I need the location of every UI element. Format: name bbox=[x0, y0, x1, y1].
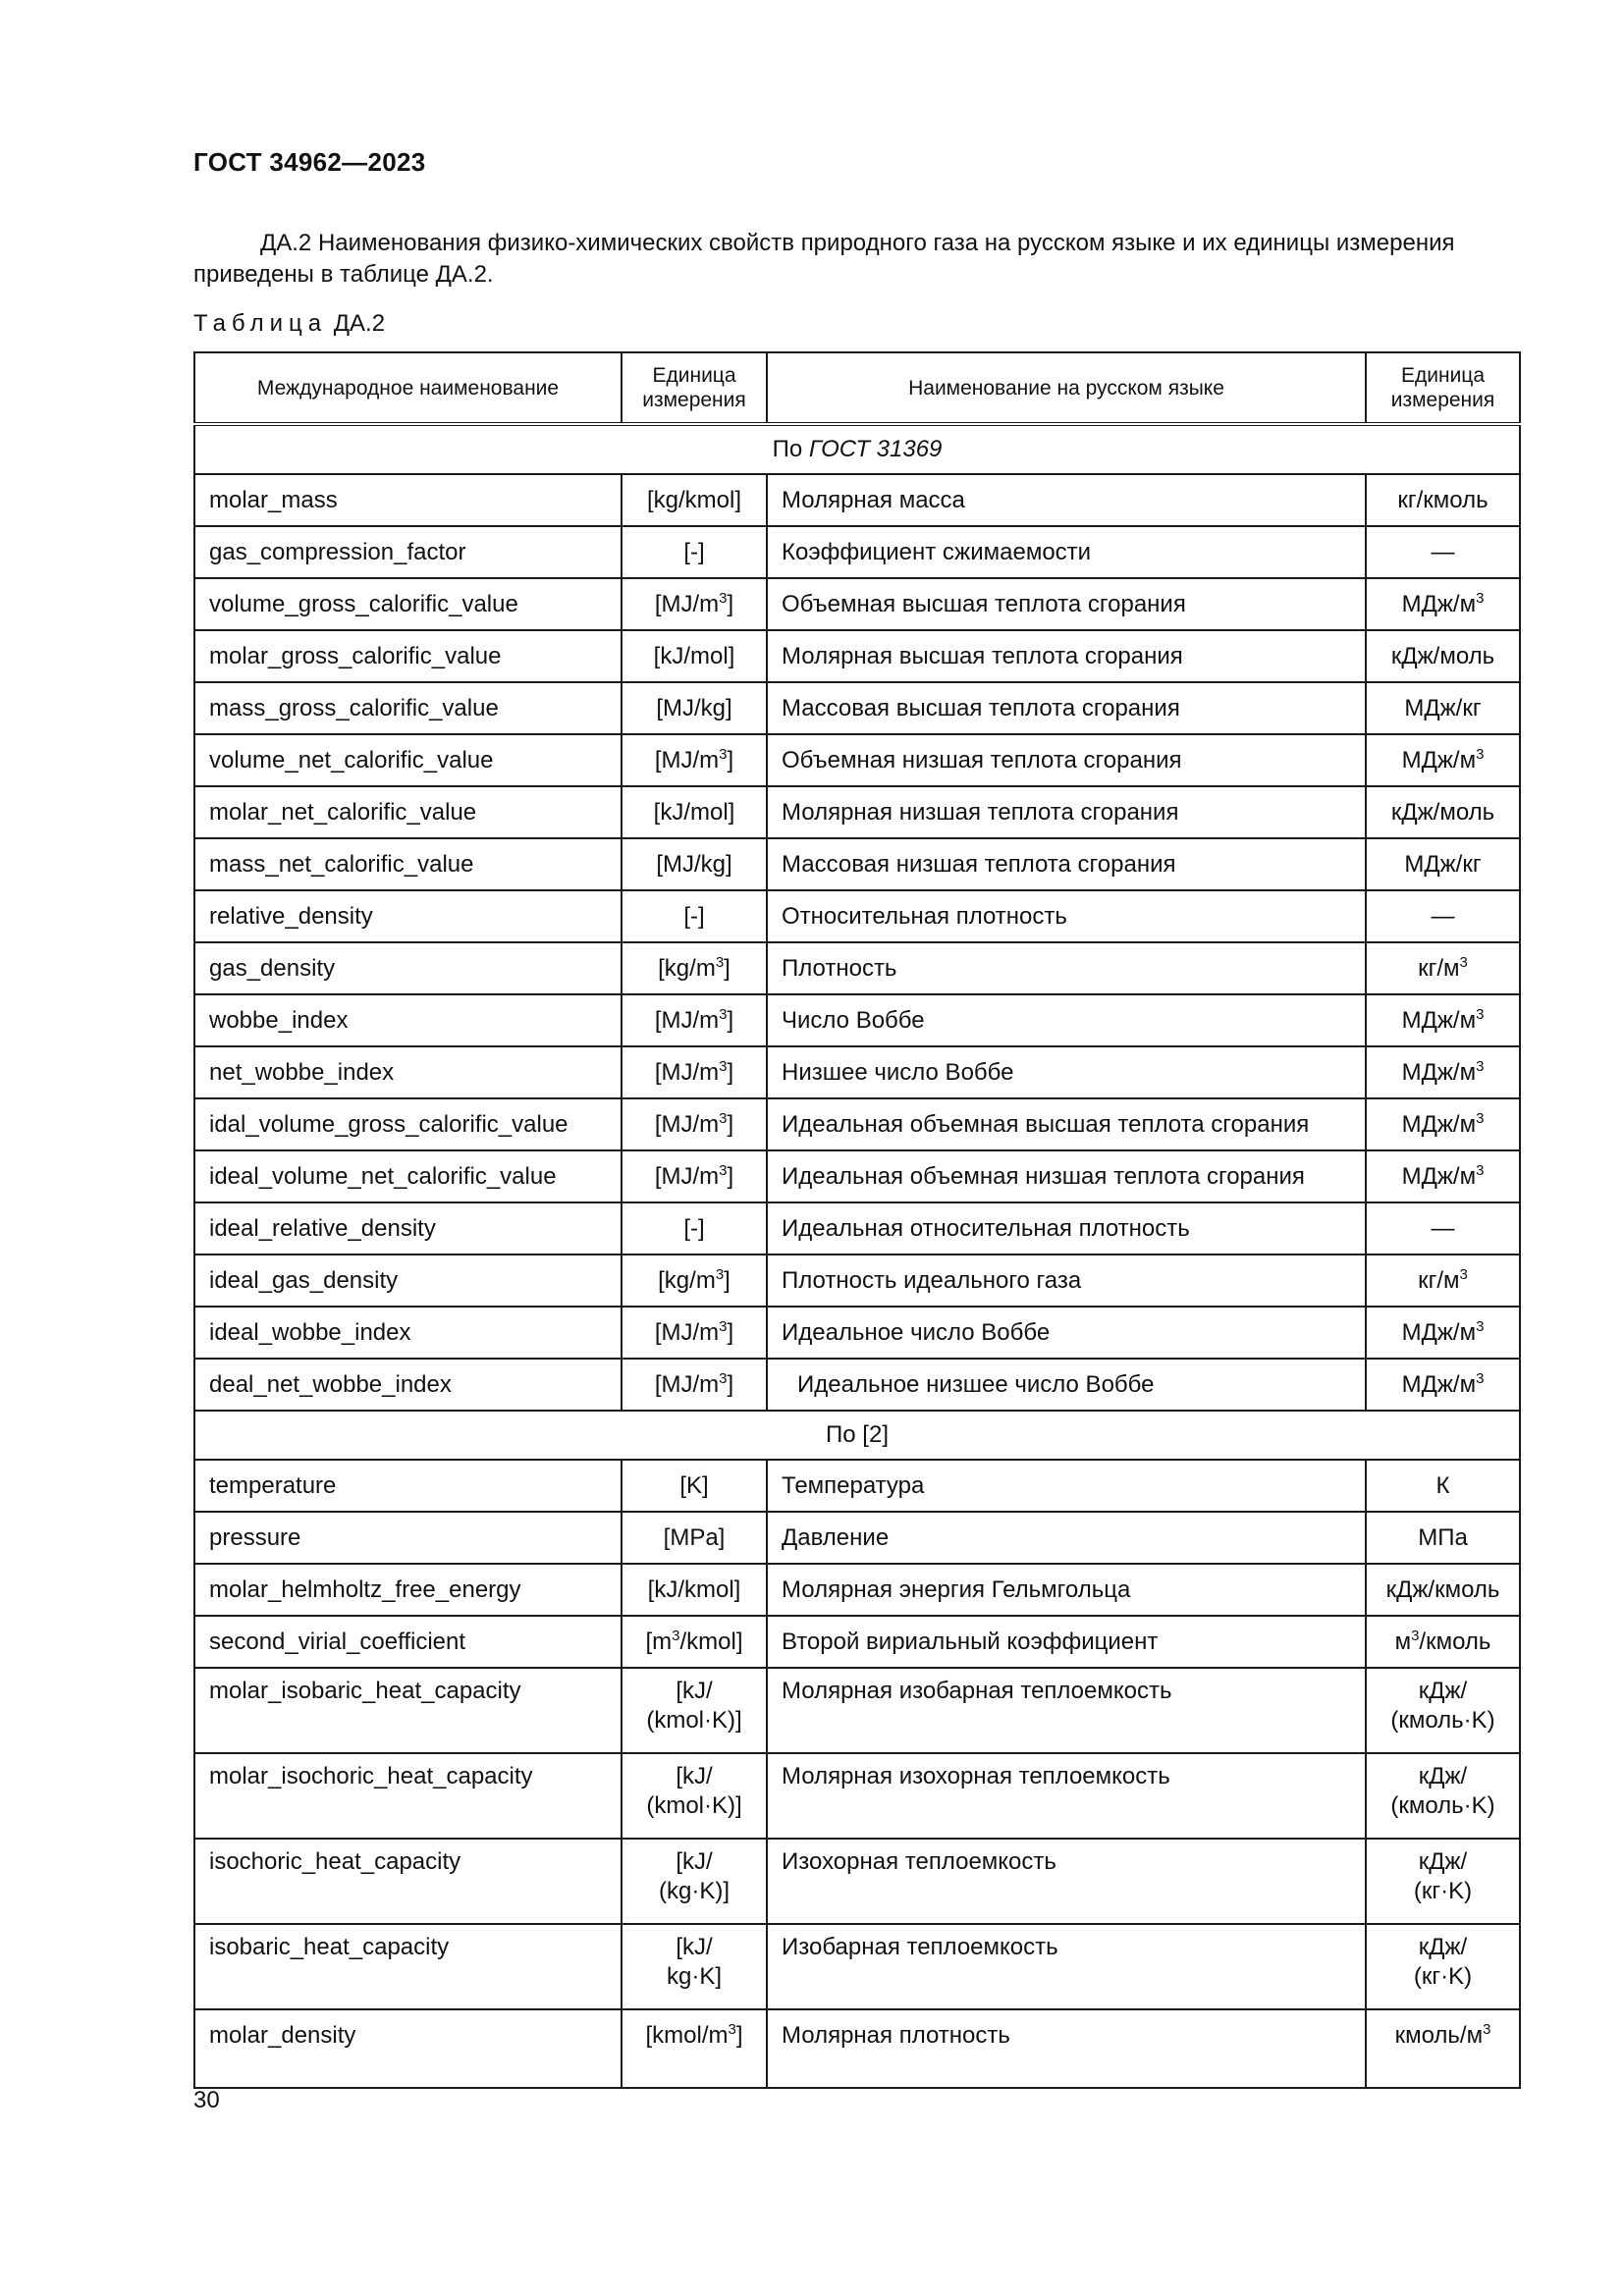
table-row bbox=[194, 1564, 1520, 1616]
properties-table bbox=[193, 351, 1521, 2089]
unit-text: [MJ/kg] bbox=[656, 850, 732, 878]
unit-text: [-] bbox=[683, 902, 705, 930]
table-row bbox=[194, 682, 1520, 734]
unit_ru-superscript: 3 bbox=[1483, 2021, 1491, 2038]
unit-line2: kg·K] bbox=[666, 1963, 722, 1990]
cell-international-name: molar_helmholtz_free_energy bbox=[194, 1564, 622, 1616]
cell-international-name: wobbe_index bbox=[194, 994, 622, 1046]
table-body bbox=[194, 424, 1520, 2088]
cell-russian-name: Идеальная объемная высшая теплота сгорания bbox=[767, 1098, 1366, 1150]
header-international-name: Международное наименование bbox=[194, 352, 622, 424]
table-row bbox=[194, 1046, 1520, 1098]
section-title bbox=[194, 1411, 1520, 1460]
unit-superscript: 3 bbox=[719, 1109, 728, 1127]
unit-superscript: 3 bbox=[719, 1161, 728, 1179]
cell-russian-name: Молярная изобарная теплоемкость bbox=[767, 1668, 1366, 1753]
unit_ru-text: МДж/м bbox=[1401, 1110, 1477, 1138]
cell-unit bbox=[622, 786, 767, 838]
unit-text: [MPa] bbox=[663, 1523, 726, 1551]
unit_ru-text: МДж/м bbox=[1401, 1318, 1477, 1346]
cell-russian-name: Давление bbox=[767, 1512, 1366, 1564]
unit-suffix: ] bbox=[724, 954, 731, 982]
unit_ru-text: — bbox=[1431, 902, 1455, 930]
cell-unit-ru bbox=[1366, 890, 1520, 942]
cell-unit-ru bbox=[1366, 1307, 1520, 1359]
unit_ru-text: кДж/ bbox=[1418, 1678, 1468, 1704]
unit_ru-superscript: 3 bbox=[1476, 1317, 1485, 1335]
cell-russian-name: Молярная изохорная теплоемкость bbox=[767, 1753, 1366, 1839]
unit-text: [MJ/m bbox=[654, 1058, 720, 1086]
cell-international-name: molar_isobaric_heat_capacity bbox=[194, 1668, 622, 1753]
cell-international-name: ideal_volume_net_calorific_value bbox=[194, 1150, 622, 1202]
cell-unit-ru bbox=[1366, 578, 1520, 630]
unit-text: [MJ/kg] bbox=[656, 694, 732, 721]
unit-text: [kJ/ bbox=[676, 1934, 713, 1960]
unit-text: [MJ/m bbox=[654, 746, 720, 774]
cell-unit bbox=[622, 682, 767, 734]
table-row bbox=[194, 1150, 1520, 1202]
table-row bbox=[194, 2009, 1520, 2088]
unit_ru-text: кДж/ bbox=[1418, 1848, 1468, 1875]
cell-unit bbox=[622, 942, 767, 994]
cell-unit-ru bbox=[1366, 786, 1520, 838]
section-title bbox=[194, 424, 1520, 474]
intro-line-1: ДА.2 Наименования физико-химических свойств природного газа на русском языке и их единицы измерения bbox=[260, 230, 1455, 256]
cell-unit bbox=[622, 526, 767, 578]
unit-superscript: 3 bbox=[719, 745, 728, 763]
section-row bbox=[194, 424, 1520, 474]
cell-russian-name: Идеальное число Воббе bbox=[767, 1307, 1366, 1359]
header-russian-name: Наименование на русском языке bbox=[767, 352, 1366, 424]
cell-unit-ru bbox=[1366, 1512, 1520, 1564]
header-unit-ru: Единица измерения bbox=[1366, 352, 1520, 424]
unit_ru-text: — bbox=[1431, 538, 1455, 565]
unit-suffix: ] bbox=[727, 1110, 734, 1138]
unit-text: [kg/m bbox=[658, 954, 716, 982]
unit_ru-superscript: 3 bbox=[1476, 1161, 1485, 1179]
cell-international-name: ideal_wobbe_index bbox=[194, 1307, 622, 1359]
unit_ru-line2: (кг·K) bbox=[1413, 1963, 1473, 1990]
unit-text: [kg/kmol] bbox=[646, 486, 742, 513]
unit-text: [kJ/kmol] bbox=[647, 1575, 741, 1603]
cell-international-name: idal_volume_gross_calorific_value bbox=[194, 1098, 622, 1150]
table-row bbox=[194, 890, 1520, 942]
cell-international-name: ideal_gas_density bbox=[194, 1255, 622, 1307]
cell-unit-ru bbox=[1366, 734, 1520, 786]
unit_ru-text: — bbox=[1431, 1214, 1455, 1242]
intro-line-2: приведены в таблице ДА.2. bbox=[193, 261, 494, 288]
unit_ru-line2: (кмоль·K) bbox=[1390, 1792, 1495, 1819]
unit_ru-text: кДж/ bbox=[1418, 1934, 1468, 1960]
unit-suffix: ] bbox=[727, 1058, 734, 1086]
table-row bbox=[194, 838, 1520, 890]
cell-unit bbox=[622, 994, 767, 1046]
cell-unit-ru bbox=[1366, 474, 1520, 526]
unit-line2: (kmol·K)] bbox=[646, 1792, 742, 1819]
unit_ru-superscript: 3 bbox=[1476, 745, 1485, 763]
cell-international-name: molar_isochoric_heat_capacity bbox=[194, 1753, 622, 1839]
unit_ru-text: кг/кмоль bbox=[1397, 486, 1489, 513]
unit_ru-text: МДж/м bbox=[1401, 1006, 1477, 1034]
cell-international-name: mass_net_calorific_value bbox=[194, 838, 622, 890]
cell-unit-ru bbox=[1366, 994, 1520, 1046]
cell-international-name: molar_density bbox=[194, 2009, 622, 2088]
unit-superscript: 3 bbox=[719, 1317, 728, 1335]
cell-unit bbox=[622, 630, 767, 682]
cell-international-name: net_wobbe_index bbox=[194, 1046, 622, 1098]
table-row bbox=[194, 526, 1520, 578]
cell-unit-ru bbox=[1366, 1098, 1520, 1150]
cell-unit-ru bbox=[1366, 1564, 1520, 1616]
unit_ru-text: кг/м bbox=[1418, 1266, 1460, 1294]
cell-unit bbox=[622, 1668, 767, 1753]
cell-international-name: molar_gross_calorific_value bbox=[194, 630, 622, 682]
cell-international-name: pressure bbox=[194, 1512, 622, 1564]
unit_ru-text: кг/м bbox=[1418, 954, 1460, 982]
unit_ru-text: м bbox=[1394, 1628, 1412, 1655]
unit_ru-text: МПа bbox=[1418, 1523, 1468, 1551]
unit_ru-superscript: 3 bbox=[1476, 1057, 1485, 1075]
cell-international-name: gas_compression_factor bbox=[194, 526, 622, 578]
unit_ru-text: К bbox=[1435, 1471, 1450, 1499]
unit-text: [kJ/mol] bbox=[653, 642, 735, 669]
cell-international-name: gas_density bbox=[194, 942, 622, 994]
cell-unit bbox=[622, 1564, 767, 1616]
table-row bbox=[194, 474, 1520, 526]
cell-international-name: volume_net_calorific_value bbox=[194, 734, 622, 786]
unit-text: [-] bbox=[683, 1214, 705, 1242]
unit-suffix: ] bbox=[727, 746, 734, 774]
cell-international-name: mass_gross_calorific_value bbox=[194, 682, 622, 734]
table-row bbox=[194, 994, 1520, 1046]
cell-unit-ru bbox=[1366, 1359, 1520, 1411]
cell-unit bbox=[622, 1460, 767, 1512]
cell-unit-ru bbox=[1366, 942, 1520, 994]
unit-superscript: 3 bbox=[719, 1057, 728, 1075]
table-row bbox=[194, 942, 1520, 994]
unit-suffix: ] bbox=[727, 1006, 734, 1034]
cell-russian-name: Второй вириальный коэффициент bbox=[767, 1616, 1366, 1668]
cell-unit bbox=[622, 578, 767, 630]
cell-russian-name: Идеальная относительная плотность bbox=[767, 1202, 1366, 1255]
cell-russian-name: Относительная плотность bbox=[767, 890, 1366, 942]
unit-text: [MJ/m bbox=[654, 1370, 720, 1398]
unit-text: [kJ/mol] bbox=[653, 798, 735, 826]
cell-international-name: molar_mass bbox=[194, 474, 622, 526]
cell-unit bbox=[622, 1098, 767, 1150]
unit_ru-text: МДж/м bbox=[1401, 1162, 1477, 1190]
unit_ru-text: МДж/м bbox=[1401, 590, 1477, 617]
unit-superscript: 3 bbox=[719, 589, 728, 607]
unit_ru-line2: (кг·K) bbox=[1413, 1878, 1473, 1904]
unit_ru-text: МДж/кг bbox=[1404, 850, 1482, 878]
table-row bbox=[194, 734, 1520, 786]
cell-russian-name: Плотность bbox=[767, 942, 1366, 994]
table-row bbox=[194, 1616, 1520, 1668]
cell-unit bbox=[622, 1046, 767, 1098]
unit-suffix: /kmol] bbox=[679, 1628, 743, 1655]
cell-russian-name: Объемная высшая теплота сгорания bbox=[767, 578, 1366, 630]
cell-unit-ru bbox=[1366, 526, 1520, 578]
cell-unit bbox=[622, 1150, 767, 1202]
unit-line2: (kg·K)] bbox=[659, 1878, 730, 1904]
cell-russian-name: Идеальная объемная низшая теплота сгорания bbox=[767, 1150, 1366, 1202]
section-reference: ГОСТ 31369 bbox=[808, 436, 943, 462]
cell-international-name: ideal_relative_density bbox=[194, 1202, 622, 1255]
cell-russian-name: Плотность идеального газа bbox=[767, 1255, 1366, 1307]
unit-suffix: ] bbox=[724, 1266, 731, 1294]
cell-unit-ru bbox=[1366, 2009, 1520, 2088]
table-row bbox=[194, 1359, 1520, 1411]
unit_ru-superscript: 3 bbox=[1476, 1109, 1485, 1127]
cell-unit-ru bbox=[1366, 1150, 1520, 1202]
cell-russian-name: Молярная масса bbox=[767, 474, 1366, 526]
cell-unit bbox=[622, 1359, 767, 1411]
table-row bbox=[194, 578, 1520, 630]
unit-suffix: ] bbox=[727, 590, 734, 617]
cell-russian-name: Объемная низшая теплота сгорания bbox=[767, 734, 1366, 786]
unit-text: [kJ/ bbox=[676, 1678, 713, 1704]
unit_ru-text: кДж/моль bbox=[1390, 642, 1495, 669]
unit-text: [MJ/m bbox=[654, 1162, 720, 1190]
cell-russian-name: Массовая высшая теплота сгорания bbox=[767, 682, 1366, 734]
table-row bbox=[194, 1668, 1520, 1753]
unit-text: [K] bbox=[679, 1471, 709, 1499]
unit_ru-superscript: 3 bbox=[1459, 953, 1468, 971]
section-prefix: По bbox=[826, 1421, 856, 1448]
cell-unit bbox=[622, 1753, 767, 1839]
unit-text: [m bbox=[645, 1628, 673, 1655]
table-row bbox=[194, 630, 1520, 682]
cell-unit-ru bbox=[1366, 1202, 1520, 1255]
cell-russian-name: Изохорная теплоемкость bbox=[767, 1839, 1366, 1924]
cell-russian-name: Коэффициент сжимаемости bbox=[767, 526, 1366, 578]
cell-unit-ru bbox=[1366, 630, 1520, 682]
cell-unit bbox=[622, 1839, 767, 1924]
table-row bbox=[194, 1202, 1520, 1255]
table-row bbox=[194, 786, 1520, 838]
cell-unit bbox=[622, 2009, 767, 2088]
cell-unit-ru bbox=[1366, 1839, 1520, 1924]
unit_ru-text: кДж/кмоль bbox=[1385, 1575, 1500, 1603]
table-row bbox=[194, 1460, 1520, 1512]
unit_ru-text: МДж/м bbox=[1401, 1058, 1477, 1086]
table-row bbox=[194, 1255, 1520, 1307]
unit_ru-superscript: 3 bbox=[1476, 589, 1485, 607]
cell-international-name: deal_net_wobbe_index bbox=[194, 1359, 622, 1411]
cell-russian-name: Молярная плотность bbox=[767, 2009, 1366, 2088]
cell-unit bbox=[622, 1202, 767, 1255]
unit-superscript: 3 bbox=[728, 2021, 736, 2038]
cell-international-name: molar_net_calorific_value bbox=[194, 786, 622, 838]
cell-unit bbox=[622, 1307, 767, 1359]
intro-paragraph bbox=[193, 228, 1519, 291]
unit_ru-superscript: 3 bbox=[1476, 1369, 1485, 1387]
cell-russian-name: Число Воббе bbox=[767, 994, 1366, 1046]
cell-international-name: volume_gross_calorific_value bbox=[194, 578, 622, 630]
unit-text: [MJ/m bbox=[654, 1110, 720, 1138]
unit_ru-text: кДж/ bbox=[1418, 1763, 1468, 1789]
cell-unit-ru bbox=[1366, 1753, 1520, 1839]
unit-suffix: ] bbox=[727, 1162, 734, 1190]
cell-international-name: isobaric_heat_capacity bbox=[194, 1924, 622, 2009]
cell-russian-name: Массовая низшая теплота сгорания bbox=[767, 838, 1366, 890]
unit-text: [kJ/ bbox=[676, 1763, 713, 1789]
unit_ru-text: кДж/моль bbox=[1390, 798, 1495, 826]
cell-unit-ru bbox=[1366, 1924, 1520, 2009]
section-row bbox=[194, 1411, 1520, 1460]
header-unit: Единица измерения bbox=[622, 352, 767, 424]
unit-superscript: 3 bbox=[715, 1265, 725, 1283]
table-row bbox=[194, 1753, 1520, 1839]
table-row bbox=[194, 1924, 1520, 2009]
table-header-row bbox=[194, 352, 1520, 424]
cell-unit-ru bbox=[1366, 1460, 1520, 1512]
unit_ru-text: кмоль/м bbox=[1394, 2022, 1484, 2049]
cell-unit-ru bbox=[1366, 1668, 1520, 1753]
cell-russian-name: Молярная низшая теплота сгорания bbox=[767, 786, 1366, 838]
cell-russian-name: Низшее число Воббе bbox=[767, 1046, 1366, 1098]
cell-unit-ru bbox=[1366, 682, 1520, 734]
unit-suffix: ] bbox=[735, 2022, 743, 2049]
cell-russian-name: Изобарная теплоемкость bbox=[767, 1924, 1366, 2009]
unit-text: [kg/m bbox=[658, 1266, 716, 1294]
cell-unit bbox=[622, 1255, 767, 1307]
section-reference: [2] bbox=[862, 1421, 889, 1448]
cell-unit bbox=[622, 734, 767, 786]
cell-unit-ru bbox=[1366, 1616, 1520, 1668]
cell-international-name: isochoric_heat_capacity bbox=[194, 1839, 622, 1924]
cell-international-name: temperature bbox=[194, 1460, 622, 1512]
page-number: 30 bbox=[193, 2087, 220, 2113]
unit-text: [MJ/m bbox=[654, 1006, 720, 1034]
cell-unit bbox=[622, 1512, 767, 1564]
cell-unit-ru bbox=[1366, 1046, 1520, 1098]
unit-superscript: 3 bbox=[719, 1369, 728, 1387]
cell-unit bbox=[622, 1924, 767, 2009]
cell-unit bbox=[622, 474, 767, 526]
cell-russian-name: Молярная высшая теплота сгорания bbox=[767, 630, 1366, 682]
unit_ru-superscript: 3 bbox=[1411, 1627, 1420, 1644]
unit_ru-text: МДж/м bbox=[1401, 746, 1477, 774]
cell-unit-ru bbox=[1366, 1255, 1520, 1307]
cell-russian-name: Молярная энергия Гельмгольца bbox=[767, 1564, 1366, 1616]
section-prefix: По bbox=[772, 436, 803, 462]
cell-russian-name: Идеальное низшее число Воббе bbox=[767, 1359, 1366, 1411]
unit-superscript: 3 bbox=[672, 1627, 680, 1644]
table-caption-number: ДА.2 bbox=[333, 310, 386, 337]
table-row bbox=[194, 1839, 1520, 1924]
cell-international-name: second_virial_coefficient bbox=[194, 1616, 622, 1668]
unit-superscript: 3 bbox=[719, 1005, 728, 1023]
cell-unit-ru bbox=[1366, 838, 1520, 890]
unit-text: [MJ/m bbox=[654, 1318, 720, 1346]
unit-text: [-] bbox=[683, 538, 705, 565]
unit-text: [kmol/m bbox=[645, 2022, 729, 2049]
table-caption-word: Таблица bbox=[193, 310, 328, 337]
table-row bbox=[194, 1098, 1520, 1150]
cell-unit bbox=[622, 838, 767, 890]
unit-text: [MJ/m bbox=[654, 590, 720, 617]
cell-russian-name: Температура bbox=[767, 1460, 1366, 1512]
unit_ru-superscript: 3 bbox=[1476, 1005, 1485, 1023]
unit_ru-superscript: 3 bbox=[1459, 1265, 1468, 1283]
unit-suffix: ] bbox=[727, 1318, 734, 1346]
cell-unit bbox=[622, 890, 767, 942]
table-row bbox=[194, 1512, 1520, 1564]
unit-line2: (kmol·K)] bbox=[646, 1707, 742, 1734]
unit-suffix: ] bbox=[727, 1370, 734, 1398]
unit_ru-text: МДж/кг bbox=[1404, 694, 1482, 721]
unit_ru-line2: (кмоль·K) bbox=[1390, 1707, 1495, 1734]
unit-text: [kJ/ bbox=[676, 1848, 713, 1875]
unit_ru-suffix: /кмоль bbox=[1419, 1628, 1491, 1655]
cell-international-name: relative_density bbox=[194, 890, 622, 942]
table-caption bbox=[193, 310, 385, 338]
unit_ru-text: МДж/м bbox=[1401, 1370, 1477, 1398]
document-title: ГОСТ 34962—2023 bbox=[193, 147, 426, 177]
cell-unit bbox=[622, 1616, 767, 1668]
unit-superscript: 3 bbox=[715, 953, 725, 971]
table-row bbox=[194, 1307, 1520, 1359]
